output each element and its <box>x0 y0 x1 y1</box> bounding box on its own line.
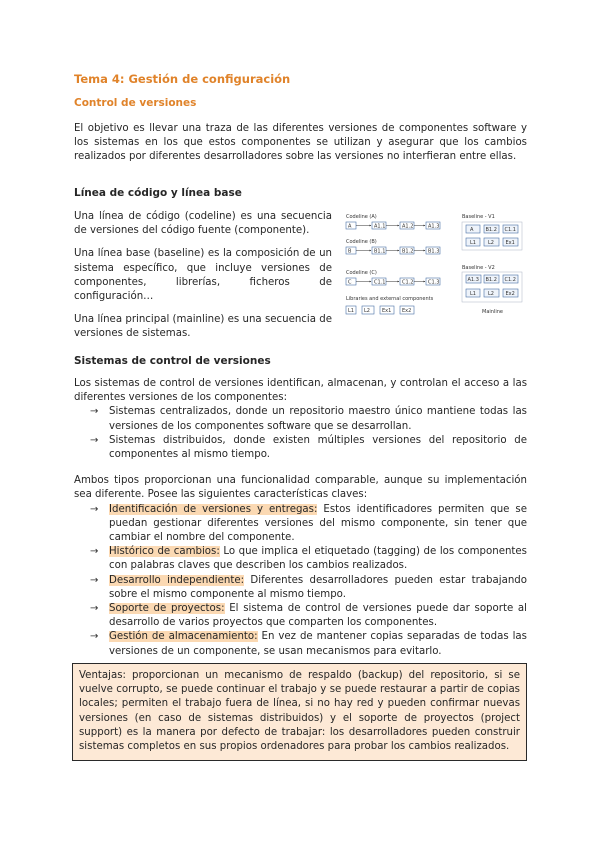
page-title: Tema 4: Gestión de configuración <box>74 72 291 86</box>
codeline-c-row <box>346 278 440 286</box>
arrow-icon: → <box>90 503 99 515</box>
version-box: B1.2 <box>402 248 414 255</box>
arrow-icon: → <box>90 406 99 418</box>
list-item: → Histórico de cambios: Lo que implica el etiquetado (tagging) de los componentes con palabras claves que describen los cambios realizados. <box>90 546 527 572</box>
library-box: L1 <box>470 239 476 246</box>
library-box: Ex1 <box>505 239 515 246</box>
arrow-icon: → <box>90 434 99 446</box>
vcs-types-list <box>74 405 527 462</box>
section-subtitle: Control de versiones <box>74 97 197 109</box>
version-box: C1.1 <box>374 279 386 286</box>
arrow-icon: → <box>90 546 99 558</box>
baseline-v1-label: Baseline - V1 <box>462 214 495 220</box>
version-box: A1.2 <box>402 223 414 230</box>
libraries-label: Libraries and external components <box>346 296 434 302</box>
advantages-callout <box>72 663 527 761</box>
feature-term: Gestión de almacenamiento: <box>109 631 258 643</box>
version-box: A <box>470 226 474 233</box>
list-item: → Identificación de versiones y entregas: Estos identificadores permiten que se puedan gestionar diferentes versiones del mismo componente, sin tener que cambiar el nombre del componente. <box>90 503 527 544</box>
version-box: C1.2 <box>504 276 516 283</box>
vcs-heading: Sistemas de control de versiones <box>74 355 271 367</box>
library-box: L2 <box>488 290 494 297</box>
version-box: A1.3 <box>428 223 440 230</box>
codeline-def: Una línea de código (codeline) es una secuencia de versiones del código fuente (componente). <box>74 211 332 237</box>
list-item: → Sistemas distribuidos, donde existen múltiples versiones del repositorio de componentes al mismo tiempo. <box>90 434 527 461</box>
codeline-c-label: Codeline (C) <box>346 270 377 276</box>
arrow-icon: → <box>90 574 99 586</box>
version-box: A1.3 <box>467 276 479 283</box>
version-box: C1.1 <box>504 226 516 233</box>
version-box: B1.2 <box>485 276 497 283</box>
vcs-intro: Los sistemas de control de versiones identifican, almacenan, y controlan el acceso a las diferentes versiones de los componentes: <box>74 378 527 404</box>
vcs-features-list <box>74 503 527 659</box>
codeline-b-row <box>346 247 440 255</box>
version-box: B1.2 <box>485 226 497 233</box>
library-box: Ex2 <box>402 307 412 314</box>
feature-term: Desarrollo independiente: <box>109 574 245 586</box>
feature-term: Identificación de versiones y entregas: <box>109 503 318 515</box>
baseline-def: Una línea base (baseline) es la composición de un sistema específico, que incluye versiones de componentes, librerías, ficheros de configuración… <box>74 248 332 303</box>
baseline-v1-box <box>462 222 522 250</box>
baseline-v2-box <box>462 272 522 302</box>
library-box: L1 <box>470 290 476 297</box>
library-box: L2 <box>364 307 370 314</box>
list-item: → Sistemas centralizados, donde un repositorio maestro único mantiene todas las versiones de los componentes software que se desarrollan. <box>90 406 527 432</box>
codeline-b-label: Codeline (B) <box>346 239 377 245</box>
codeline-a-row <box>346 222 440 230</box>
arrow-icon: → <box>90 631 99 643</box>
feature-term: Soporte de proyectos: <box>109 603 225 615</box>
list-item: → Desarrollo independiente: Diferentes desarrolladores pueden estar trabajando sobre el mismo componente al mismo tiempo. <box>90 574 527 600</box>
library-box: Ex1 <box>382 307 392 314</box>
list-item: → Soporte de proyectos: El sistema de control de versiones puede dar soporte al desarrollo de varios proyectos que comparten los componentes. <box>90 603 527 629</box>
list-item: → Gestión de almacenamiento: En vez de mantener copias separadas de todas las versiones de un componente, se usan mecanismos para evitarlo. <box>90 631 527 657</box>
codeline-baseline-diagram <box>344 212 530 320</box>
codeline-heading: Línea de código y línea base <box>74 187 242 199</box>
mainline-label: Mainline <box>482 309 503 315</box>
version-box: C1.2 <box>402 279 414 286</box>
library-box: Ex2 <box>505 290 515 297</box>
version-box: C1.3 <box>428 279 440 286</box>
version-box: B1.1 <box>374 248 386 255</box>
version-box: A <box>348 223 352 230</box>
vcs-features-intro: Ambos tipos proporcionan una funcionalidad comparable, aunque su implementación sea diferente. Posee las siguientes características claves: <box>74 475 527 501</box>
arrow-icon: → <box>90 603 99 615</box>
library-box: L2 <box>488 239 494 246</box>
vcs-section <box>74 377 527 659</box>
library-box: L1 <box>348 307 354 314</box>
codeline-text <box>74 210 332 342</box>
version-box: C <box>348 279 352 286</box>
feature-term: Histórico de cambios: <box>109 546 220 558</box>
mainline-def: Una línea principal (mainline) es una secuencia de versiones de sistemas. <box>74 314 332 340</box>
advantages-text: Ventajas: proporcionan un mecanismo de respaldo (backup) del repositorio, si se vuelve corrupto, se puede continuar el trabajo y se puede restaurar a partir de copias locales; permiten el trabajo fuera de línea, si no hay red y pueden confirmar nuevas versiones (en caso de sistemas distribuidos) y el soporte de proyectos (project support) es la manera por defecto de trabajar: los desarrolladores pueden construir sistemas completos en sus propios ordenadores para probar los cambios realizados. <box>79 670 520 753</box>
version-box: A1.1 <box>374 223 386 230</box>
baseline-v2-label: Baseline - V2 <box>462 265 495 271</box>
version-box: B <box>348 248 352 255</box>
version-box: B1.3 <box>428 248 440 255</box>
intro-paragraph: El objetivo es llevar una traza de las diferentes versiones de componentes software y los sistemas en los que estos componentes se utilizan y asegurar que los cambios realizados por diferentes desarrolladores sobre las versiones no interfieran entre ellas. <box>74 123 527 163</box>
libraries-row <box>346 306 414 314</box>
codeline-a-label: Codeline (A) <box>346 214 377 220</box>
